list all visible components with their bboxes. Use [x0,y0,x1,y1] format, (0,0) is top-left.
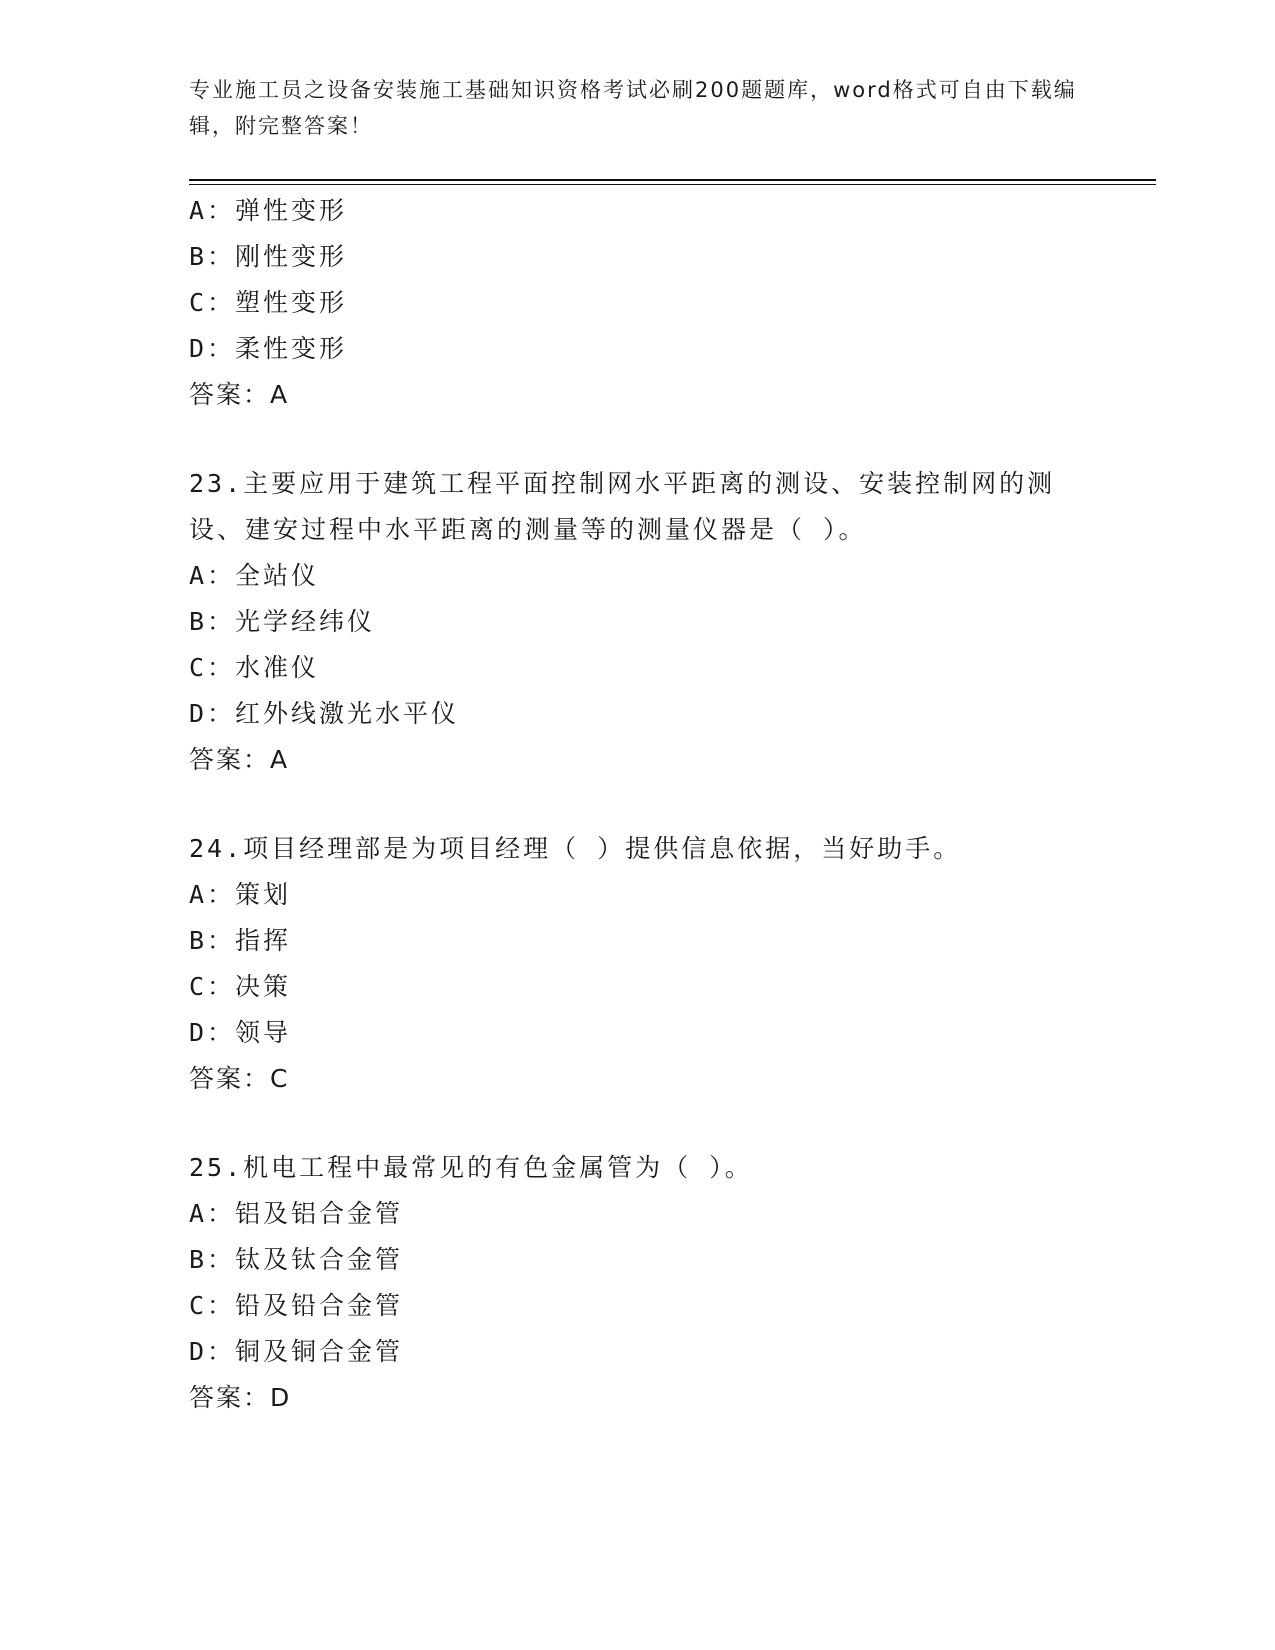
header-rule-thick [189,179,1156,181]
option-b: B：钛及钛合金管 [189,1245,404,1274]
question-list [189,188,1139,1421]
option-a: A：铝及铝合金管 [189,1199,404,1228]
option-a: A：弹性变形 [189,196,348,225]
answer-line: 答案：A [189,745,290,774]
answer-line: 答案：A [189,380,290,409]
question-23-block [189,461,1139,783]
option-c: C：塑性变形 [189,288,348,317]
header-rule-thin [189,184,1156,185]
option-b: B：刚性变形 [189,242,348,271]
question-25-block [189,1145,1139,1421]
question-text: 24.项目经理部是为项目经理（ ）提供信息依据，当好助手。 [189,834,962,863]
option-d: D：柔性变形 [189,334,348,363]
option-c: C：铅及铅合金管 [189,1291,404,1320]
prev-question-block [189,188,1139,418]
option-c: C：决策 [189,972,292,1001]
question-24-block [189,826,1139,1102]
document-header: 专业施工员之设备安装施工基础知识资格考试必刷200题题库，word格式可自由下载编辑，附完整答案！ [189,78,1077,138]
option-c: C：水准仪 [189,653,320,682]
option-b: B：光学经纬仪 [189,607,376,636]
option-a: A：策划 [189,880,292,909]
option-d: D：领导 [189,1018,292,1047]
question-text: 23.主要应用于建筑工程平面控制网水平距离的测设、安装控制网的测设、建安过程中水平距离的测量等的测量仪器是（ ）。 [189,469,1056,544]
option-a: A：全站仪 [189,561,320,590]
option-b: B：指挥 [189,926,292,955]
question-text: 25.机电工程中最常见的有色金属管为（ ）。 [189,1153,753,1182]
answer-line: 答案：D [189,1383,292,1412]
option-d: D：红外线激光水平仪 [189,699,460,728]
option-d: D：铜及铜合金管 [189,1337,404,1366]
answer-line: 答案：C [189,1064,290,1093]
